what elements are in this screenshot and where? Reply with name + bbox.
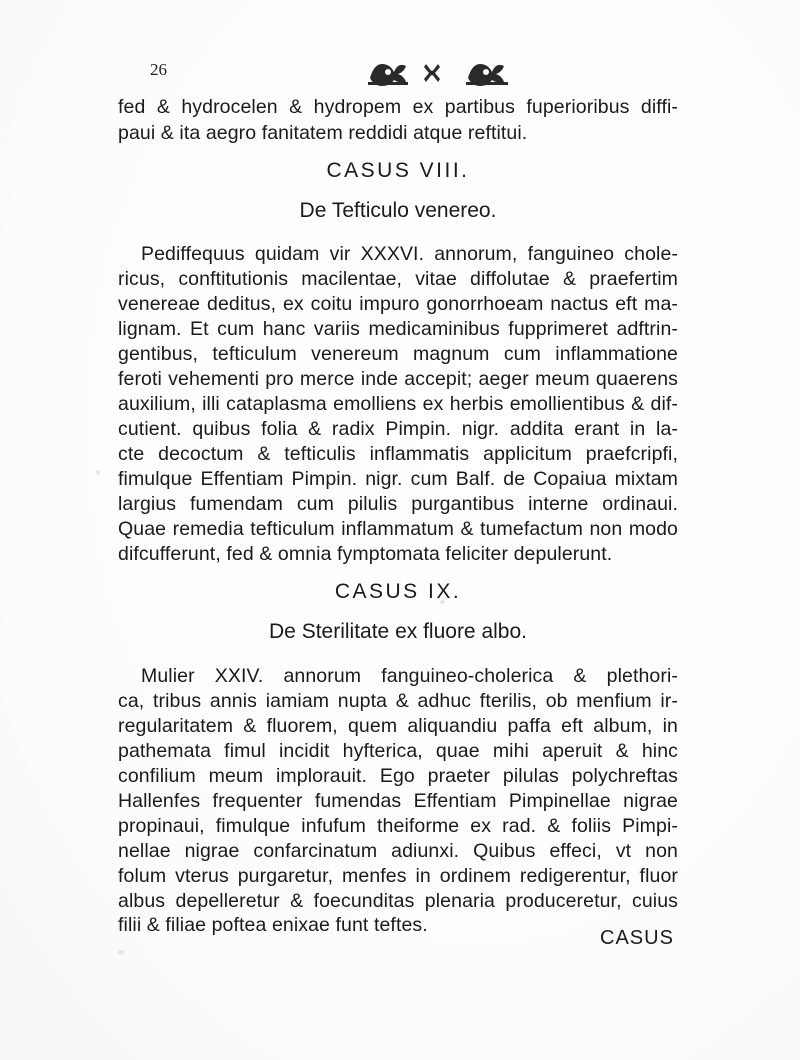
text-line: cutient. quibus folia & radix Pimpin. nigr. addita erant in la- — [118, 418, 678, 440]
casus-9-subtitle: De Sterilitate ex fluore albo. — [269, 620, 527, 643]
text-line: fimulque Effentiam Pimpin. nigr. cum Balf. de Copaiua mixtam — [118, 468, 678, 490]
floral-ornament-icon — [364, 58, 516, 88]
casus-8-subtitle: De Tefticulo venereo. — [299, 199, 497, 222]
text-line: cte decoctum & tefticulis inflammatis applicitum praefcripfi, — [118, 443, 678, 465]
paper-blemish — [96, 470, 100, 475]
text-line: regularitatem & fluorem, quem aliquandiu paffa eft album, in — [118, 715, 678, 737]
text-line: Hallenfes frequenter fumendas Effentiam Pimpinellae nigrae — [118, 790, 678, 812]
text-line: Mulier XXIV. annorum fanguineo-cholerica & plethori- — [141, 665, 678, 687]
paper-blemish — [118, 950, 124, 955]
casus-8-title: CASUS VIII. — [326, 159, 470, 182]
text-line: ricus, conftitutionis macilentae, vitae diffolutae & praefertim — [118, 268, 678, 290]
page-number: 26 — [150, 60, 167, 79]
text-line: venereae deditus, ex coitu impuro gonorrhoeam nactus eft ma- — [118, 293, 678, 315]
text-line: largius fumendam cum pilulis purgantibus interne ordinaui. — [118, 493, 678, 515]
text-line: Pediffequus quidam vir XXXVI. annorum, fanguineo chole- — [141, 243, 678, 265]
text-line: gentibus, tefticulum venereum magnum cum inflammatione — [118, 343, 678, 365]
text-line: paui & ita aegro fanitatem reddidi atque reftitui. — [118, 122, 528, 144]
text-line: pathemata fimul incidit hyfterica, quae mihi aperuit & hinc — [118, 740, 678, 762]
text-line: confilium meum implorauit. Ego praeter pilulas polychreftas — [118, 765, 678, 787]
catchword: CASUS — [600, 927, 674, 949]
text-line: difcufferunt, fed & omnia fymptomata feliciter depulerunt. — [118, 543, 613, 565]
text-line: folum vterus purgaretur, menfes in ordinem redigerentur, fluor — [118, 865, 678, 887]
paper-blemish — [440, 600, 445, 604]
text-line: Quae remedia tefticulum inflammatum & tumefactum non modo — [118, 518, 678, 540]
text-line: nellae nigrae confarcinatum adiunxi. Quibus effeci, vt non — [118, 840, 678, 862]
text-line: propinaui, fimulque infufum theiforme ex rad. & foliis Pimpi- — [118, 815, 678, 837]
text-line: feroti vehementi pro merce inde accepit; aeger meum quaerens — [118, 368, 678, 390]
text-line: lignam. Et cum hanc variis medicaminibus fupprimeret adftrin- — [118, 318, 678, 340]
text-line: albus depelleretur & foecunditas plenaria produceretur, cuius — [118, 890, 678, 912]
text-line: fed & hydrocelen & hydropem ex partibus fuperioribus diffi- — [118, 96, 678, 118]
text-line: ca, tribus annis iamiam nupta & adhuc fterilis, ob menfium ir- — [118, 690, 678, 712]
text-line: auxilium, illi cataplasma emolliens ex herbis emollientibus & dif- — [118, 393, 678, 415]
text-line: filii & filiae poftea enixae funt teftes. — [118, 914, 428, 936]
casus-9-title: CASUS IX. — [334, 580, 462, 603]
